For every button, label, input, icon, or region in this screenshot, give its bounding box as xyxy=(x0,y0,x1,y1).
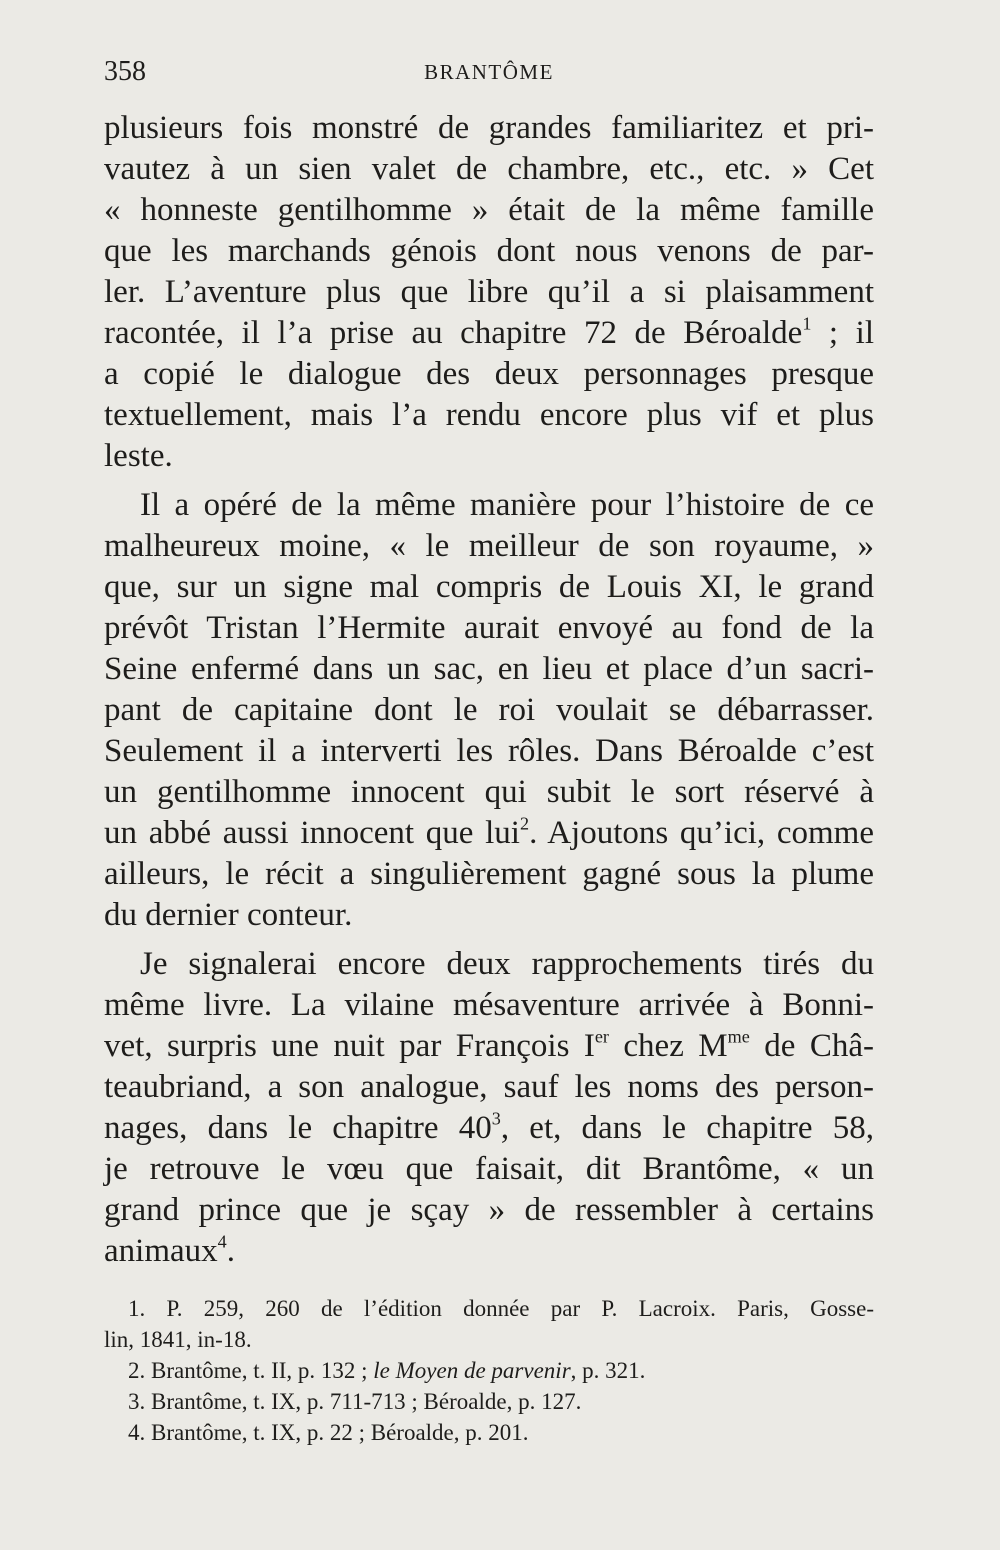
text-line: grand prince que je sçay » de ressembler à certains xyxy=(104,1192,874,1228)
text-line: a copié le dialogue des deux personnages presque xyxy=(104,356,874,392)
body-text xyxy=(104,108,874,1272)
text-line: que les marchands génois dont nous venons de par- xyxy=(104,233,874,269)
footnote-1: 1. P. 259, 260 de l’édition donnée par P. Lacroix. Paris, Gosse- xyxy=(128,1296,874,1321)
text-line: du dernier conteur. xyxy=(104,897,353,933)
text-line: un abbé aussi innocent que lui$^2$. Ajoutons qu’ici, comme xyxy=(104,813,874,851)
text-line: je retrouve le vœu que faisait, dit Brantôme, « un xyxy=(104,1151,874,1187)
text-line: animaux$^4$. xyxy=(104,1231,235,1269)
text-line: ailleurs, le récit a singulièrement gagné sous la plume xyxy=(104,856,874,892)
text-line: Seulement il a interverti les rôles. Dans Béroalde c’est xyxy=(104,733,874,769)
text-line: racontée, il l’a prise au chapitre 72 de Béroalde$^1$ ; il xyxy=(104,313,874,351)
text-line: teaubriand, a son analogue, sauf les noms des person- xyxy=(104,1069,874,1105)
text-line: que, sur un signe mal compris de Louis XI, le grand xyxy=(104,569,874,605)
footnotes xyxy=(104,1293,874,1448)
text-line: pant de capitaine dont le roi voulait se débarrasser. xyxy=(104,692,874,728)
page-number: 358 xyxy=(104,56,146,87)
text-line: un gentilhomme innocent qui subit le sort réservé à xyxy=(104,774,874,810)
text-line: vet, surpris une nuit par François Ier chez $M^{me}$ de Châ- xyxy=(104,1026,875,1064)
footnote-ref-1: 1 xyxy=(802,313,812,334)
text-line: vautez à un sien valet de chambre, etc., etc. » Cet xyxy=(104,151,874,187)
footnote-1-cont: lin, 1841, in-18. xyxy=(104,1327,252,1352)
text-line: malheureux moine, « le meilleur de son royaume, » xyxy=(104,528,874,564)
footnote-ref-2: 2 xyxy=(519,813,530,834)
text-line: plusieurs fois monstré de grandes familiaritez et pri- xyxy=(104,110,874,146)
text-line: « honneste gentilhomme » était de la même famille xyxy=(104,192,874,228)
footnote-2: 2. Brantôme, t. II, p. 132 ; le Moyen de parvenir, p. 321. xyxy=(128,1358,646,1383)
text-line: ler. L’aventure plus que libre qu’il a si plaisamment xyxy=(104,274,874,310)
running-head: BRANTÔME xyxy=(424,60,554,84)
text-line: leste. xyxy=(104,438,173,474)
text-line: prévôt Tristan l’Hermite aurait envoyé au fond de la xyxy=(104,610,874,646)
footnote-ref-3: 3 xyxy=(491,1108,501,1129)
footnote-ref-4: 4 xyxy=(217,1231,227,1252)
footnote-3: 3. Brantôme, t. IX, p. 711-713 ; Béroalde, p. 127. xyxy=(128,1389,582,1414)
footnote-4: 4. Brantôme, t. IX, p. 22 ; Béroalde, p. 201. xyxy=(128,1420,529,1445)
text-line: Seine enfermé dans un sac, en lieu et place d’un sacri- xyxy=(104,651,874,687)
text-line: Je signalerai encore deux rapprochements tirés du xyxy=(140,946,874,982)
text-line: Il a opéré de la même manière pour l’histoire de ce xyxy=(140,487,874,523)
text-line: textuellement, mais l’a rendu encore plus vif et plus xyxy=(104,397,874,433)
text-line: nages, dans le chapitre $40^3$, et, dans le chapitre 58, xyxy=(104,1108,874,1146)
page-header xyxy=(104,56,874,96)
text-line: même livre. La vilaine mésaventure arrivée à Bonni- xyxy=(104,987,874,1023)
